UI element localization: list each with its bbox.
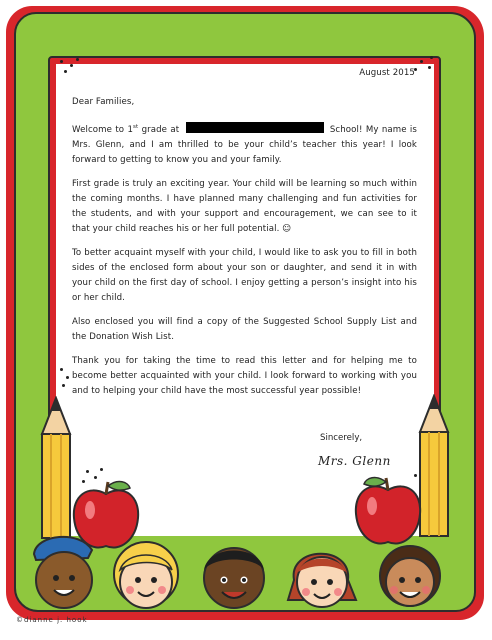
welcome-end: School! My name is Mrs. Glenn, and I am thrilled to be your child’s teacher this year! I look forward to getting to know you and your family. <box>72 125 417 165</box>
kid-face-icon <box>380 546 440 606</box>
paragraph-welcome <box>72 120 417 168</box>
welcome-start: Welcome to 1 <box>72 125 134 135</box>
artist-credit: ©dianne j. hook <box>16 616 88 624</box>
paragraph-enclosed: Also enclosed you will find a copy of the Suggested School Supply List and the Donation Wish List. <box>72 317 417 342</box>
welcome-mid: grade at <box>138 125 183 135</box>
paragraph-acquaint: To better acquaint myself with your child, I would like to ask you to fill in both sides of the enclosed form about your son or daughter, and send it in with your child on the first day of school. I enjoy getting a person’s insight into his or her child. <box>72 248 417 303</box>
paragraph-first-grade: First grade is truly an exciting year. Your child will be learning so much within the coming months. I have planned many challenging and fun activities for the students, and with your support and encouragement, we can see to it that your child reaches his or her full potential. ☺ <box>72 179 417 234</box>
kid-face-icon <box>288 554 356 607</box>
paragraph-thank-you: Thank you for taking the time to read this letter and for helping me to become better acquainted with your child. I look forward to working with you and to helping your child have the most successful year possible! <box>72 356 417 396</box>
kid-face-icon <box>34 537 92 608</box>
letter-closing: Sincerely, <box>320 433 363 443</box>
kid-face-icon <box>114 542 178 608</box>
kid-face-icon <box>204 548 264 608</box>
kids-row <box>22 520 472 612</box>
letter-signature: Mrs. Glenn <box>318 454 391 468</box>
letter-greeting: Dear Families, <box>72 97 135 107</box>
letter-date: August 2015 <box>359 68 415 78</box>
letter-body <box>72 66 417 408</box>
ordinal-suffix: st <box>133 124 139 130</box>
redacted-school-name <box>186 122 324 133</box>
